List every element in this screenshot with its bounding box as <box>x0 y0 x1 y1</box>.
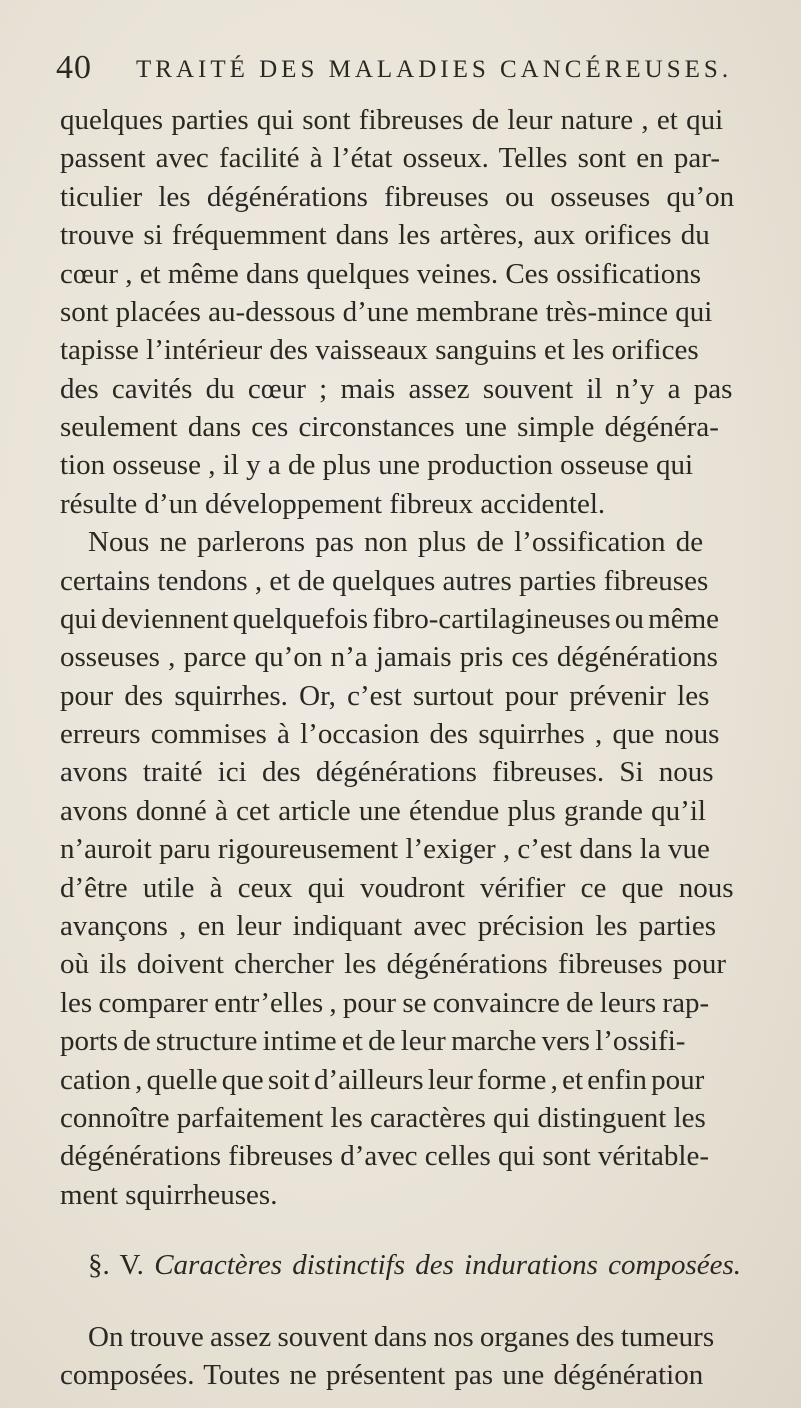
section-heading <box>88 1240 741 1290</box>
text-line: pour des squirrhes. Or, c’est surtout pour prévenir les <box>60 679 710 712</box>
text-line: certains tendons , et de quelques autres parties fibreuses <box>60 564 709 597</box>
section-title: Caractères distinctifs des indurations composées. <box>154 1249 742 1282</box>
text-line: dégénérations fibreuses d’avec celles qui sont véritable- <box>60 1140 710 1173</box>
text-line: qui deviennent quelquefois fibro-cartilagineuses ou même <box>60 602 720 635</box>
text-line: les comparer entr’elles , pour se convaincre de leurs rap- <box>60 986 710 1019</box>
page-header <box>56 48 756 88</box>
text-line: n’auroit paru rigoureusement l’exiger , c’est dans la vue <box>60 833 710 866</box>
text-line: erreurs commises à l’occasion des squirrhes , que nous <box>60 718 720 751</box>
text-line: tapisse l’intérieur des vaisseaux sanguins et les orifices <box>60 334 699 367</box>
page-number: 40 <box>56 49 92 86</box>
text-line: composées. Toutes ne présentent pas une dégénération <box>60 1359 704 1391</box>
running-title: TRAITÉ DES MALADIES CANCÉREUSES. <box>136 56 733 83</box>
text-line: osseuses , parce qu’on n’a jamais pris ces dégénérations <box>60 641 718 674</box>
text-line: des cavités du cœur ; mais assez souvent il n’y a pas <box>60 372 733 405</box>
text-line: ticulier les dégénérations fibreuses ou osseuses qu’on <box>60 180 735 213</box>
text-line: tion osseuse , il y a de plus une production osseuse qui <box>60 449 694 482</box>
text-line: ports de structure intime et de leur marche vers l’ossifi- <box>60 1025 686 1058</box>
text-line: où ils doivent chercher les dégénérations fibreuses pour <box>60 948 727 981</box>
section-number: §. V. <box>88 1249 144 1282</box>
text-line: cœur , et même dans quelques veines. Ces ossifications <box>60 257 702 290</box>
text-line: seulement dans ces circonstances une simple dégénéra- <box>60 411 719 444</box>
text-line: ment squirrheuses. <box>60 1178 278 1211</box>
text-line: On trouve assez souvent dans nos organes des tumeurs <box>88 1320 715 1353</box>
text-line: quelques parties qui sont fibreuses de leur nature , et qui <box>60 104 724 136</box>
text-line: avançons , en leur indiquant avec précision les parties <box>60 910 717 943</box>
text-line: trouve si fréquemment dans les artères, aux orifices du <box>60 219 710 252</box>
text-line: connoître parfaitement les caractères qui distinguent les <box>60 1101 706 1134</box>
text-line: sont placées au-dessous d’une membrane très-mince qui <box>60 295 713 328</box>
text-line: Nous ne parlerons pas non plus de l’ossification de <box>88 526 704 559</box>
text-line: d’être utile à ceux qui voudront vérifier ce que nous <box>60 871 734 904</box>
text-line: résulte d’un développement fibreux accidentel. <box>60 487 606 520</box>
text-line: passent avec facilité à l’état osseux. Telles sont en par- <box>60 142 721 175</box>
text-line: avons donné à cet article une étendue plus grande qu’il <box>60 794 706 827</box>
text-line: avons traité ici des dégénérations fibreuses. Si nous <box>60 756 714 789</box>
text-line: cation , quelle que soit d’ailleurs leur forme , et enfin pour <box>60 1063 705 1096</box>
